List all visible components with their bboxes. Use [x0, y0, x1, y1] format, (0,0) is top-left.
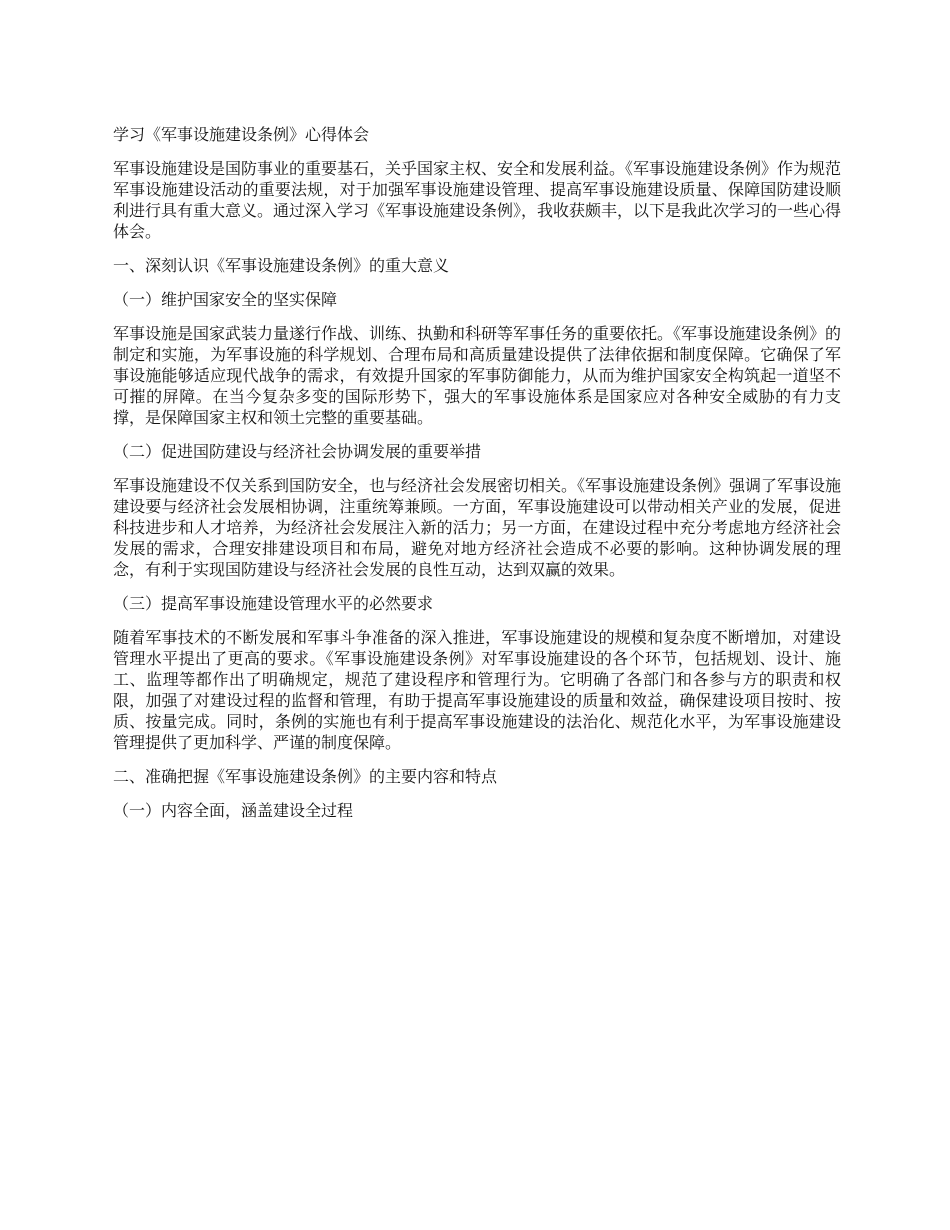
section-2-sub-1-heading: （一）内容全面，涵盖建设全过程 [113, 801, 354, 820]
document-page [113, 124, 841, 834]
section-1-sub-1-heading: （一）维护国家安全的坚实保障 [113, 290, 338, 309]
document-title: 学习《军事设施建设条例》心得体会 [113, 125, 370, 144]
section-1-sub-3-heading: （三）提高军事设施建设管理水平的必然要求 [113, 594, 434, 613]
section-1-sub-2-body: 军事设施建设不仅关系到国防安全，也与经济社会发展密切相关。《军事设施建设条例》强调了军事设施建设要与经济社会发展相协调，注重统筹兼顾。一方面，军事设施建设可以带动相关产业的发展，促进科技进步和人才培养，为经济社会发展注入新的活力；另一方面，在建设过程中充分考虑地方经济社会发展的需求，合理安排建设项目和布局，避免对地方经济社会造成不必要的影响。这种协调发展的理念，有利于实现国防建设与经济社会发展的良性互动，达到双赢的效果。 [113, 476, 842, 579]
section-2-heading: 二、准确把握《军事设施建设条例》的主要内容和特点 [113, 767, 498, 786]
section-1-sub-2-heading: （二）促进国防建设与经济社会协调发展的重要举措 [113, 442, 482, 461]
section-1-heading: 一、深刻认识《军事设施建设条例》的重大意义 [113, 256, 450, 275]
intro-paragraph: 军事设施建设是国防事业的重要基石，关乎国家主权、安全和发展利益。《军事设施建设条例》作为规范军事设施建设活动的重要法规，对于加强军事设施建设管理、提高军事设施建设质量、保障国防建设顺利进行具有重大意义。通过深入学习《军事设施建设条例》，我收获颇丰，以下是我此次学习的一些心得体会。 [113, 159, 842, 241]
section-1-sub-1-body: 军事设施是国家武装力量遂行作战、训练、执勤和科研等军事任务的重要依托。《军事设施建设条例》的制定和实施，为军事设施的科学规划、合理布局和高质量建设提供了法律依据和制度保障。它确保了军事设施能够适应现代战争的需求，有效提升国家的军事防御能力，从而为维护国家安全构筑起一道坚不可摧的屏障。在当今复杂多变的国际形势下，强大的军事设施体系是国家应对各种安全威胁的有力支撑，是保障国家主权和领土完整的重要基础。 [113, 324, 842, 427]
section-1-sub-3-body: 随着军事技术的不断发展和军事斗争准备的深入推进，军事设施建设的规模和复杂度不断增加，对建设管理水平提出了更高的要求。《军事设施建设条例》对军事设施建设的各个环节，包括规划、设计、施工、监理等都作出了明确规定，规范了建设程序和管理行为。它明确了各部门和各参与方的职责和权限，加强了对建设过程的监督和管理，有助于提高军事设施建设的质量和效益，确保建设项目按时、按质、按量完成。同时，条例的实施也有利于提高军事设施建设的法治化、规范化水平，为军事设施建设管理提供了更加科学、严谨的制度保障。 [113, 628, 841, 752]
